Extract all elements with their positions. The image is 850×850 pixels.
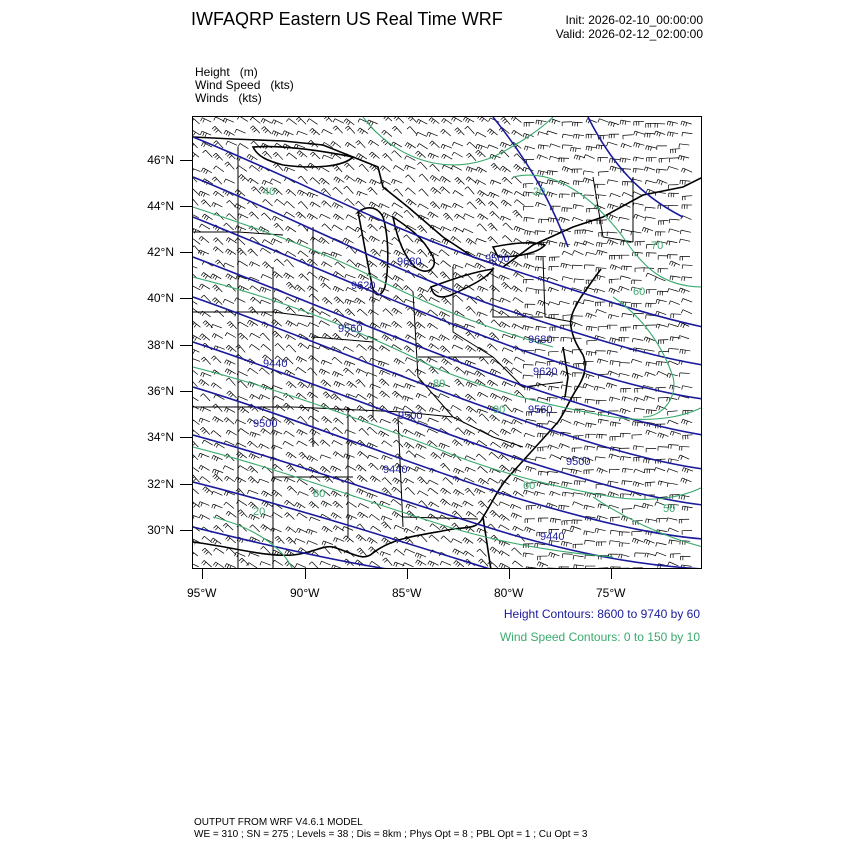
height-label: 9500 xyxy=(485,253,510,265)
lat-label-30: 30°N xyxy=(147,523,174,537)
height-label: 9680 xyxy=(397,256,422,268)
height-label: 9440 xyxy=(383,464,408,476)
lat-label-36: 36°N xyxy=(147,384,174,398)
height-label: 9680 xyxy=(528,334,553,346)
lat-label-38: 38°N xyxy=(147,338,174,352)
height-label: 9500 xyxy=(566,456,591,468)
map-title: IWFAQRP Eastern US Real Time WRF xyxy=(191,9,503,29)
height-label: 9560 xyxy=(528,404,553,416)
lat-label-44: 44°N xyxy=(147,199,174,213)
speed-label: 80 xyxy=(433,378,446,390)
speed-label: 50 xyxy=(663,503,676,515)
init-time: Init: 2026-02-10_00:00:00 xyxy=(565,13,703,27)
speed-label: 20 xyxy=(533,186,546,198)
speed-contours xyxy=(193,117,702,569)
lat-label-32: 32°N xyxy=(147,477,174,491)
speed-labels xyxy=(253,186,675,518)
lon-label-90: 90°W xyxy=(290,586,320,600)
height-label: 9500 xyxy=(253,418,278,430)
model-config: WE = 310 ; SN = 275 ; Levels = 38 ; Dis = 8km ; Phys Opt = 8 ; PBL Opt = 1 ; Cu Opt = 3 xyxy=(194,829,588,840)
field-winds-label: Winds (kts) xyxy=(195,91,262,105)
lon-label-75: 75°W xyxy=(596,586,626,600)
speed-label: 70 xyxy=(651,240,664,252)
speed-label: 90 xyxy=(493,404,506,416)
field-windspeed-label: Wind Speed (kts) xyxy=(195,78,294,92)
lat-label-40: 40°N xyxy=(147,291,174,305)
lat-label-34: 34°N xyxy=(147,430,174,444)
height-label: 9440 xyxy=(263,358,288,370)
lon-label-95: 95°W xyxy=(187,586,217,600)
speed-contours-legend: Wind Speed Contours: 0 to 150 by 10 xyxy=(499,630,700,644)
lon-label-85: 85°W xyxy=(392,586,422,600)
map-svg xyxy=(193,117,702,569)
height-label: 9620 xyxy=(533,366,558,378)
lat-label-42: 42°N xyxy=(147,245,174,259)
model-info: OUTPUT FROM WRF V4.6.1 MODEL xyxy=(194,817,363,828)
lon-label-80: 80°W xyxy=(494,586,524,600)
speed-label: 60 xyxy=(523,480,536,492)
height-contours-legend: Height Contours: 8600 to 9740 by 60 xyxy=(503,607,700,621)
height-label: 9560 xyxy=(338,323,363,335)
speed-label: 60 xyxy=(633,286,646,298)
speed-label: 20 xyxy=(253,506,266,518)
speed-label: 80 xyxy=(313,488,326,500)
map-panel xyxy=(192,116,702,569)
speed-label: 40 xyxy=(263,186,276,198)
height-label: 9440 xyxy=(540,531,565,543)
lat-label-46: 46°N xyxy=(147,153,174,167)
height-label: 9500 xyxy=(398,410,423,422)
lake-erie xyxy=(431,269,493,297)
height-contours xyxy=(193,117,702,569)
valid-time: Valid: 2026-02-12_02:00:00 xyxy=(555,27,703,41)
height-label: 9620 xyxy=(351,280,376,292)
field-height-label: Height (m) xyxy=(195,65,258,79)
